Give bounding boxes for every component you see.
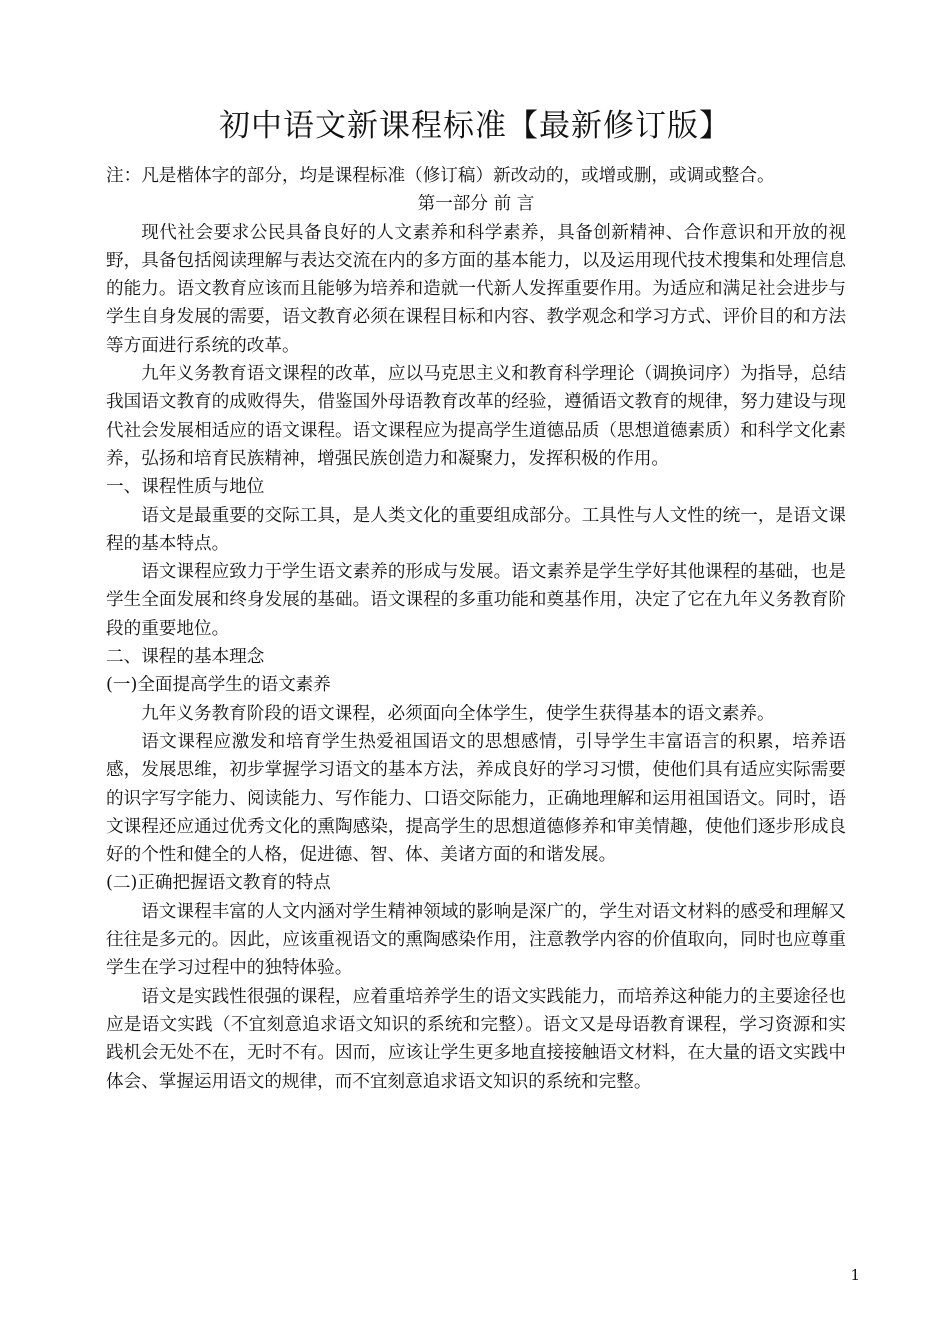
body-paragraph: 九年义务教育阶段的语文课程，必须面向全体学生，使学生获得基本的语文素养。 bbox=[141, 703, 775, 724]
document-body bbox=[106, 162, 846, 1096]
section-heading: 一、课程性质与地位 bbox=[106, 477, 265, 498]
page-number: 1 bbox=[850, 1266, 860, 1284]
body-paragraph: 语文课程丰富的人文内涵对学生精神领域的影响是深广的，学生对语文材料的感受和理解又往往是多元的。因此，应该重视语文的熏陶感染作用，注意教学内容的价值取向，同时也应尊重学生在学习过程中的独特体验。 bbox=[106, 901, 846, 979]
section-heading: 二、课程的基本理念 bbox=[106, 647, 265, 668]
body-paragraph: 语文是最重要的交际工具，是人类文化的重要组成部分。工具性与人文性的统一，是语文课程的基本特点。 bbox=[106, 505, 846, 554]
body-paragraph: 语文课程应激发和培育学生热爱祖国语文的思想感情，引导学生丰富语言的积累，培养语感，发展思维，初步掌握学习语文的基本方法，养成良好的学习习惯，使他们具有适应实际需要的识字写字能力、阅读能力、写作能力、口语交际能力，正确地理解和运用祖国语文。同时，语文课程还应通过优秀文化的熏陶感染，提高学生的思想道德修养和审美情趣，使他们逐步形成良好的个性和健全的人格，促进德、智、体、美诸方面的和谐发展。 bbox=[106, 731, 846, 866]
part-heading: 第一部分 前 言 bbox=[417, 194, 535, 215]
document-title: 初中语文新课程标准【最新修订版】 bbox=[219, 108, 731, 144]
body-paragraph: 九年义务教育语文课程的改革，应以马克思主义和教育科学理论（调换词序）为指导，总结我国语文教育的成败得失，借鉴国外母语教育改革的经验，遵循语文教育的规律，努力建设与现代社会发展相适应的语文课程。语文课程应为提高学生道德品质（思想道德素质）和科学文化素养，弘扬和培育民族精神，增强民族创造力和凝聚力，发挥积极的作用。 bbox=[106, 364, 846, 469]
subsection-heading: (一)全面提高学生的语文素养 bbox=[106, 675, 331, 696]
subsection-heading: (二)正确把握语文教育的特点 bbox=[106, 873, 331, 894]
body-paragraph: 语文是实践性很强的课程，应着重培养学生的语文实践能力，而培养这种能力的主要途径也应是语文实践（不宜刻意追求语文知识的系统和完整）。语文又是母语教育课程，学习资源和实践机会无处不在，无时不有。因而，应该让学生更多地直接接触语文材料，在大量的语文实践中体会、掌握运用语文的规律，而不宜刻意追求语文知识的系统和完整。 bbox=[106, 986, 846, 1092]
revision-note: 注：凡是楷体字的部分，均是课程标准（修订稿）新改动的，或增或删，或调或整合。 bbox=[106, 166, 775, 186]
body-paragraph: 语文课程应致力于学生语文素养的形成与发展。语文素养是学生学好其他课程的基础，也是学生全面发展和终身发展的基础。语文课程的多重功能和奠基作用，决定了它在九年义务教育阶段的重要地位。 bbox=[106, 562, 846, 639]
body-paragraph: 现代社会要求公民具备良好的人文素养和科学素养，具备创新精神、合作意识和开放的视野，具备包括阅读理解与表达交流在内的多方面的基本能力，以及运用现代技术搜集和处理信息的能力。语文教育应该而且能够为培养和造就一代新人发挥重要作用。为适应和满足社会进步与学生自身发展的需要，语文教育必须在课程目标和内容、教学观念和学习方式、评价目的和方法等方面进行系统的改革。 bbox=[106, 222, 846, 356]
